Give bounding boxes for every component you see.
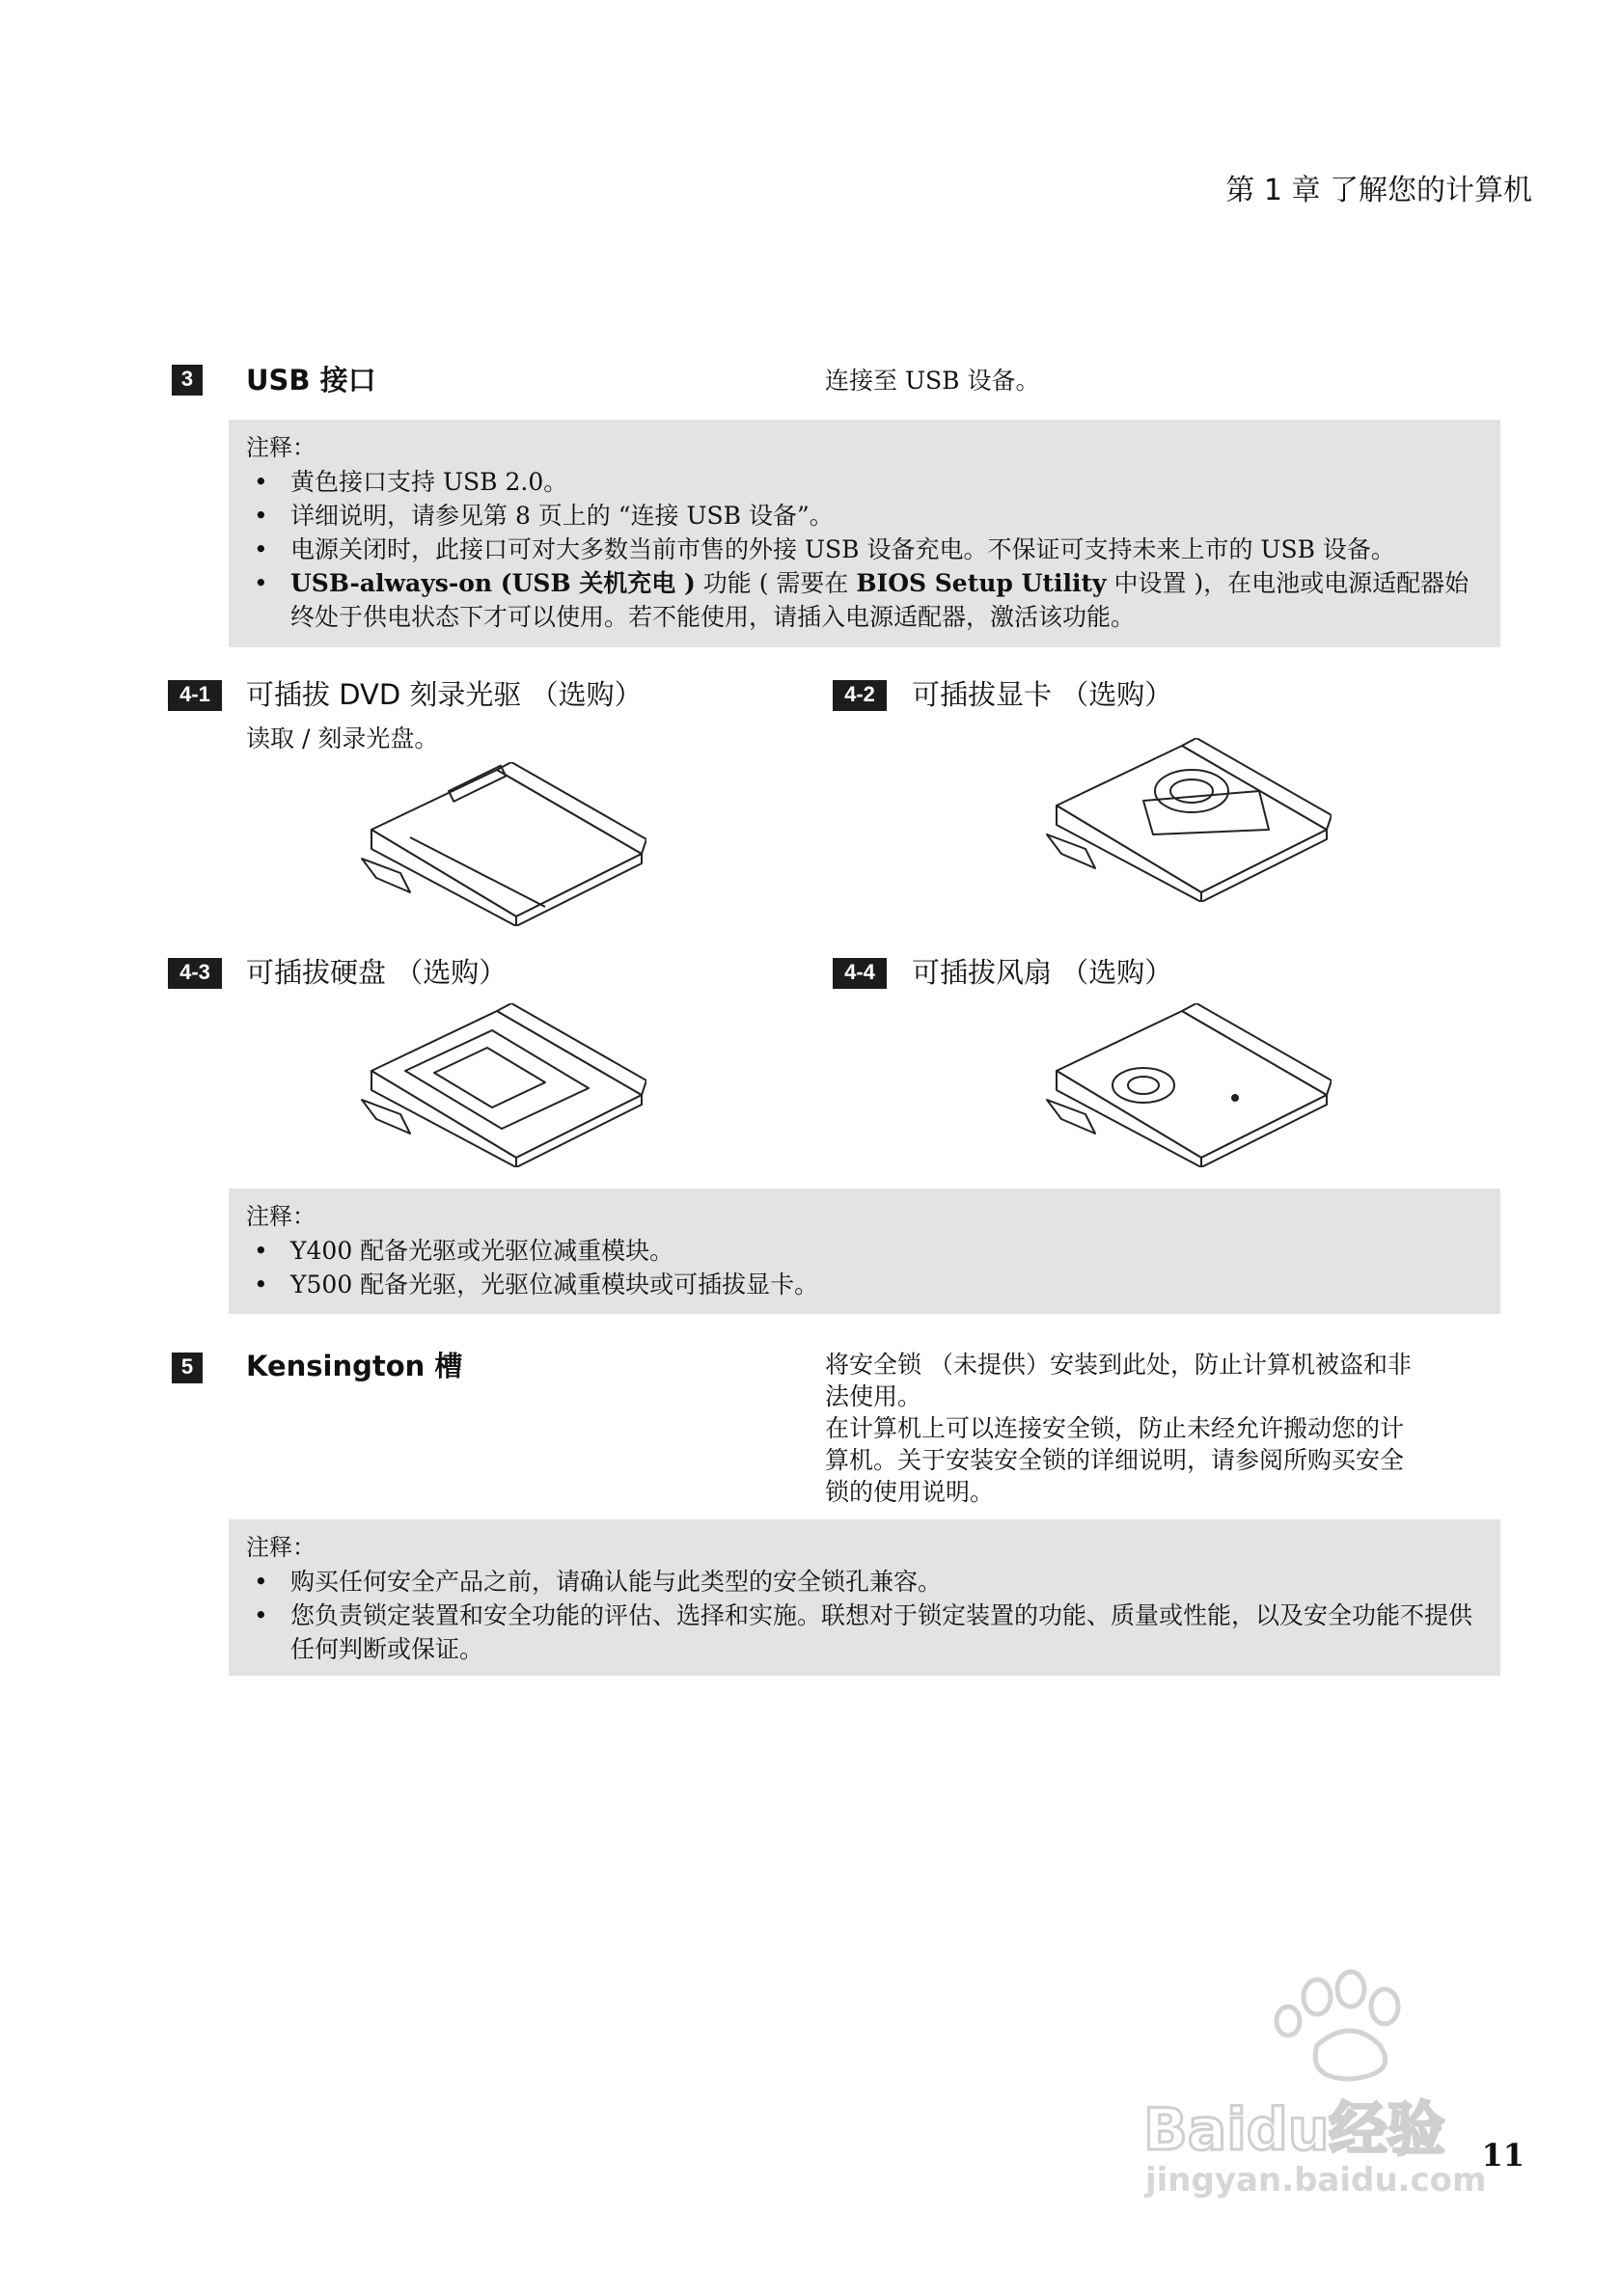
note-item: • 您负责锁定装置和安全功能的评估、选择和实施。联想对于锁定装置的功能、质量或性能，以及安全功能不提供任何判断或保证。 xyxy=(254,1601,1473,1663)
note-item: • Y400 配备光驱或光驱位减重模块。 xyxy=(254,1237,674,1265)
kensington-note-list xyxy=(246,1565,1481,1666)
usb-note-list xyxy=(246,465,1481,634)
dvd-drive-illustration xyxy=(352,762,646,926)
module-4-1-badge: 4-1 xyxy=(168,680,222,711)
module-note-box xyxy=(229,1189,1500,1314)
note-item: • Y500 配备光驱，光驱位减重模块或可插拔显卡。 xyxy=(254,1271,819,1298)
module-4-1-title: 可插拔 DVD 刻录光驱 （选购） xyxy=(246,678,643,711)
kensington-note-box xyxy=(229,1519,1500,1676)
fan-module-illustration xyxy=(1037,1003,1332,1167)
note-title: 注释： xyxy=(246,1203,316,1230)
section-5-badge: 5 xyxy=(172,1353,203,1383)
note-item: • 电源关闭时，此接口可对大多数当前市售的外接 USB 设备充电。不保证可支持未来上市的 USB 设备。 xyxy=(254,535,1395,563)
baidu-watermark xyxy=(1143,1968,1529,2257)
module-4-4-title: 可插拔风扇 （选购） xyxy=(912,956,1173,989)
module-4-2-title: 可插拔显卡 （选购） xyxy=(912,678,1173,711)
note-title: 注释： xyxy=(246,434,316,461)
watermark-url: jingyan.baidu.com xyxy=(1145,2161,1487,2200)
section-3-desc: 连接至 USB 设备。 xyxy=(825,367,1040,395)
section-3-badge: 3 xyxy=(172,365,203,396)
note-item: • USB-always-on (USB 关机充电 ) 功能 ( 需要在 BIOS Setup Utility 中设置 )，在电池或电源适配器始终处于供电状态下才可以使用。若不能使用，请插入电源适配器，激活该功能。 xyxy=(254,569,1470,631)
module-4-4-badge: 4-4 xyxy=(833,958,887,989)
note-title: 注释： xyxy=(246,1534,316,1561)
section-5-desc: 将安全锁 （未提供）安装到此处，防止计算机被盗和非 法使用。 在计算机上可以连接安全锁，防止未经允许搬动您的计 算机。关于安装安全锁的详细说明，请参阅所购买安全 锁的使用说明。 xyxy=(825,1351,1412,1506)
note-item: • 黄色接口支持 USB 2.0。 xyxy=(254,468,568,496)
graphics-card-illustration xyxy=(1037,738,1332,902)
note-item: • 详细说明，请参见第 8 页上的 “连接 USB 设备”。 xyxy=(254,502,834,530)
watermark-brand: Baidu经验 xyxy=(1143,2096,1445,2164)
page-number: 11 xyxy=(1481,2137,1525,2173)
hard-drive-illustration xyxy=(352,1003,646,1167)
module-4-3-title: 可插拔硬盘 （选购） xyxy=(246,956,508,989)
module-4-3-badge: 4-3 xyxy=(168,958,222,989)
module-4-2-badge: 4-2 xyxy=(833,680,887,711)
section-5-title: Kensington 槽 xyxy=(246,1350,463,1382)
usb-note-box xyxy=(229,420,1500,647)
module-4-1-subtitle: 读取 / 刻录光盘。 xyxy=(246,724,439,752)
chapter-header: 第 1 章 了解您的计算机 xyxy=(1225,174,1532,207)
module-note-list xyxy=(246,1234,1481,1301)
section-3-title: USB 接口 xyxy=(246,364,376,396)
note-item: • 购买任何安全产品之前，请确认能与此类型的安全锁孔兼容。 xyxy=(254,1568,943,1596)
